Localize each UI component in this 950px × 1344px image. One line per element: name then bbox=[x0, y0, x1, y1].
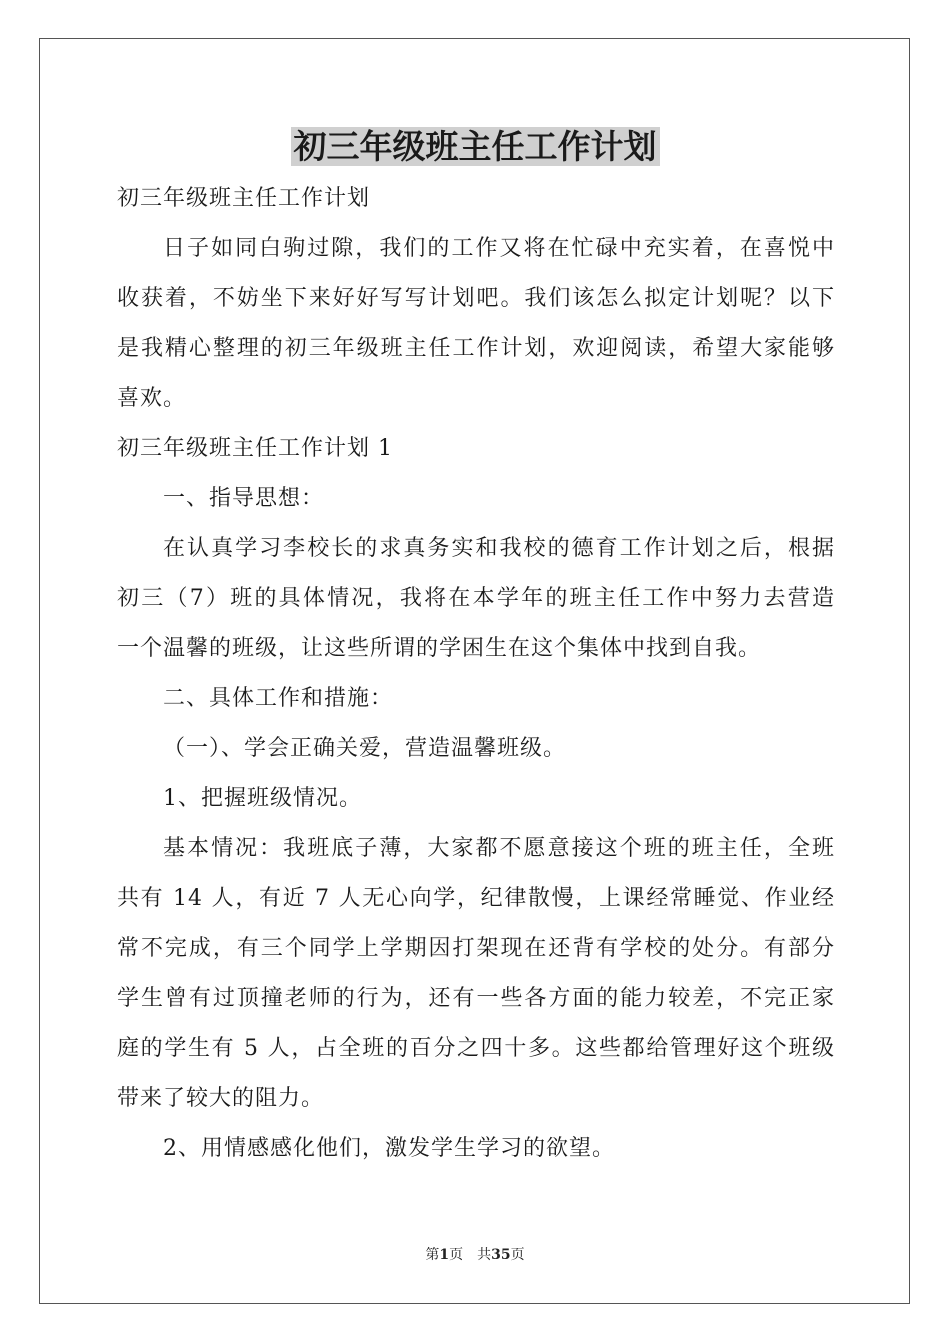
text-line: 基本情况：我班底子薄，大家都不愿意接这个班的班主任，全班 bbox=[163, 836, 835, 861]
text-line: 喜欢。 bbox=[117, 386, 187, 411]
footer-page-number: 1 bbox=[439, 1247, 450, 1263]
footer-prefix: 第 bbox=[425, 1247, 440, 1263]
text-line: 1、把握班级情况。 bbox=[163, 786, 362, 811]
text-line: 在认真学习李校长的求真务实和我校的德育工作计划之后，根据 bbox=[163, 536, 835, 561]
page-footer bbox=[0, 1244, 950, 1264]
text-line: 初三年级班主任工作计划 1 bbox=[117, 436, 393, 461]
text-line: 初三年级班主任工作计划 bbox=[117, 186, 371, 211]
text-line: 二、具体工作和措施： bbox=[163, 686, 394, 711]
text-line: 学生曾有过顶撞老师的行为，还有一些各方面的能力较差，不完正家 bbox=[117, 986, 835, 1011]
text-line: 是我精心整理的初三年级班主任工作计划，欢迎阅读，希望大家能够 bbox=[117, 336, 835, 361]
text-line: 常不完成，有三个同学上学期因打架现在还背有学校的处分。有部分 bbox=[117, 936, 835, 961]
text-line: 收获着，不妨坐下来好好写写计划吧。我们该怎么拟定计划呢？以下 bbox=[117, 286, 835, 311]
text-line: 初三（7）班的具体情况，我将在本学年的班主任工作中努力去营造 bbox=[117, 586, 835, 611]
footer-total-pages: 35 bbox=[491, 1247, 511, 1263]
text-line: 一个温馨的班级，让这些所谓的学困生在这个集体中找到自我。 bbox=[117, 636, 762, 661]
document-body bbox=[117, 174, 835, 1174]
text-line: 一、指导思想： bbox=[163, 486, 325, 511]
footer-suffix: 页 bbox=[510, 1247, 525, 1263]
text-line: （一）、学会正确关爱，营造温馨班级。 bbox=[163, 736, 567, 761]
text-line: 带来了较大的阻力。 bbox=[117, 1086, 325, 1111]
text-line: 共有 14 人，有近 7 人无心向学，纪律散慢，上课经常睡觉、作业经 bbox=[117, 886, 835, 911]
footer-middle: 页 共 bbox=[449, 1247, 492, 1263]
document-title bbox=[0, 124, 950, 170]
text-line: 2、用情感感化他们，激发学生学习的欲望。 bbox=[163, 1136, 615, 1161]
text-line: 庭的学生有 5 人，占全班的百分之四十多。这些都给管理好这个班级 bbox=[117, 1036, 835, 1061]
document-title-text: 初三年级班主任工作计划 bbox=[291, 127, 660, 166]
text-line: 日子如同白驹过隙，我们的工作又将在忙碌中充实着，在喜悦中 bbox=[163, 236, 835, 261]
